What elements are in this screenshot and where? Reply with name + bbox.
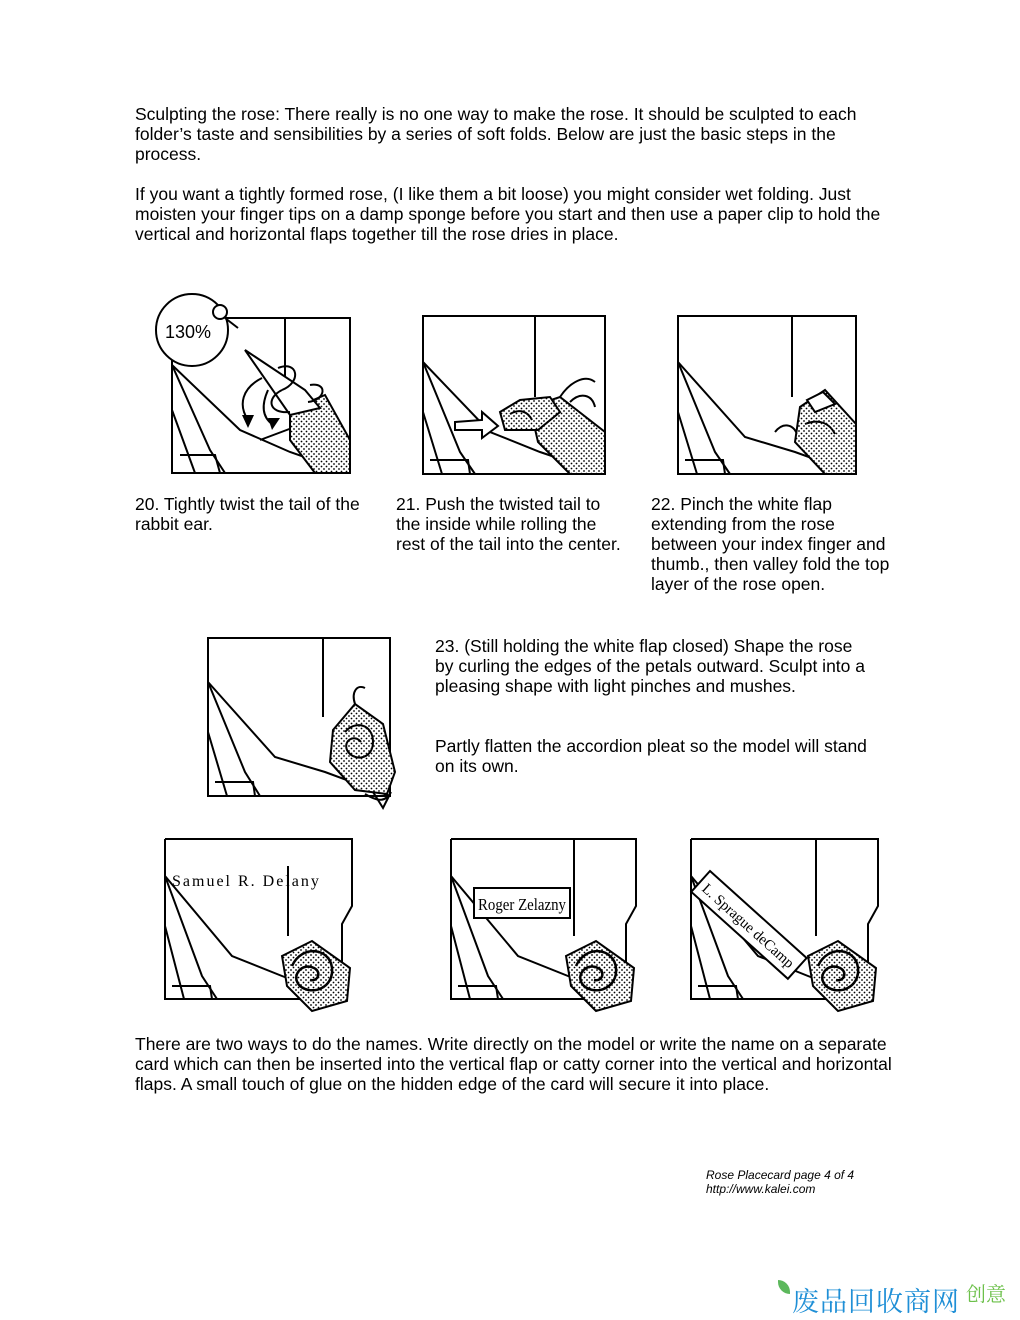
step-22-caption: 22. Pinch the white flap extending from the rose between your index finger and thumb., then valley fold the top layer of the rose open. [651, 494, 890, 594]
name-card-2-text: Roger Zelazny [478, 895, 567, 914]
footer-page: Rose Placecard page 4 of 4 [706, 1168, 855, 1182]
name-card-1-text: Samuel R. Delany [172, 873, 321, 890]
step-23-caption-2: Partly flatten the accordion pleat so the model will stand on its own. [435, 736, 867, 776]
name-card-3-text: L. Sprague deCamp [698, 880, 798, 973]
name-card-example-1 [162, 836, 357, 1031]
leaf-icon [778, 1280, 790, 1294]
watermark-text: 废品回收商网 [792, 1287, 960, 1318]
step-21-diagram [420, 312, 615, 480]
step-20-caption: 20. Tightly twist the tail of the rabbit ear. [135, 494, 360, 534]
name-card-example-2 [448, 836, 643, 1031]
intro-paragraph-2: If you want a tightly formed rose, (I like them a bit loose) you might consider wet folding. Just moisten your finger tips on a damp sponge before you start and then use a paper clip to hold the vertical and horizontal flaps together till the rose dries in place. [135, 184, 881, 244]
intro-paragraph-1: Sculpting the rose: There really is no one way to make the rose. It should be sculpted to each folder’s taste and sensibilities by a series of soft folds. Below are just the basic steps in the process. [135, 104, 857, 164]
name-card-example-3 [688, 836, 883, 1031]
step-23-diagram [205, 632, 400, 812]
watermark [778, 1280, 960, 1319]
step-20-diagram [150, 290, 365, 480]
step-23-caption: 23. (Still holding the white flap closed) Shape the rose by curling the edges of the petals outward. Sculpt into a pleasing shape with light pinches and mushes. [435, 636, 865, 696]
footer [706, 1168, 854, 1196]
step-21-caption: 21. Push the twisted tail to the inside while rolling the rest of the tail into the center. [396, 494, 621, 554]
zoom-label: 130% [165, 322, 212, 342]
step-22-diagram [675, 312, 870, 480]
closing-paragraph: There are two ways to do the names. Write directly on the model or write the name on a separate card which can then be inserted into the vertical flap or catty corner into the vertical and horizontal flaps. A small touch of glue on the hidden edge of the card will secure it into place. [135, 1034, 892, 1094]
footer-url[interactable]: http://www.kalei.com [706, 1182, 816, 1196]
watermark-suffix: 创意 [966, 1282, 1006, 1306]
